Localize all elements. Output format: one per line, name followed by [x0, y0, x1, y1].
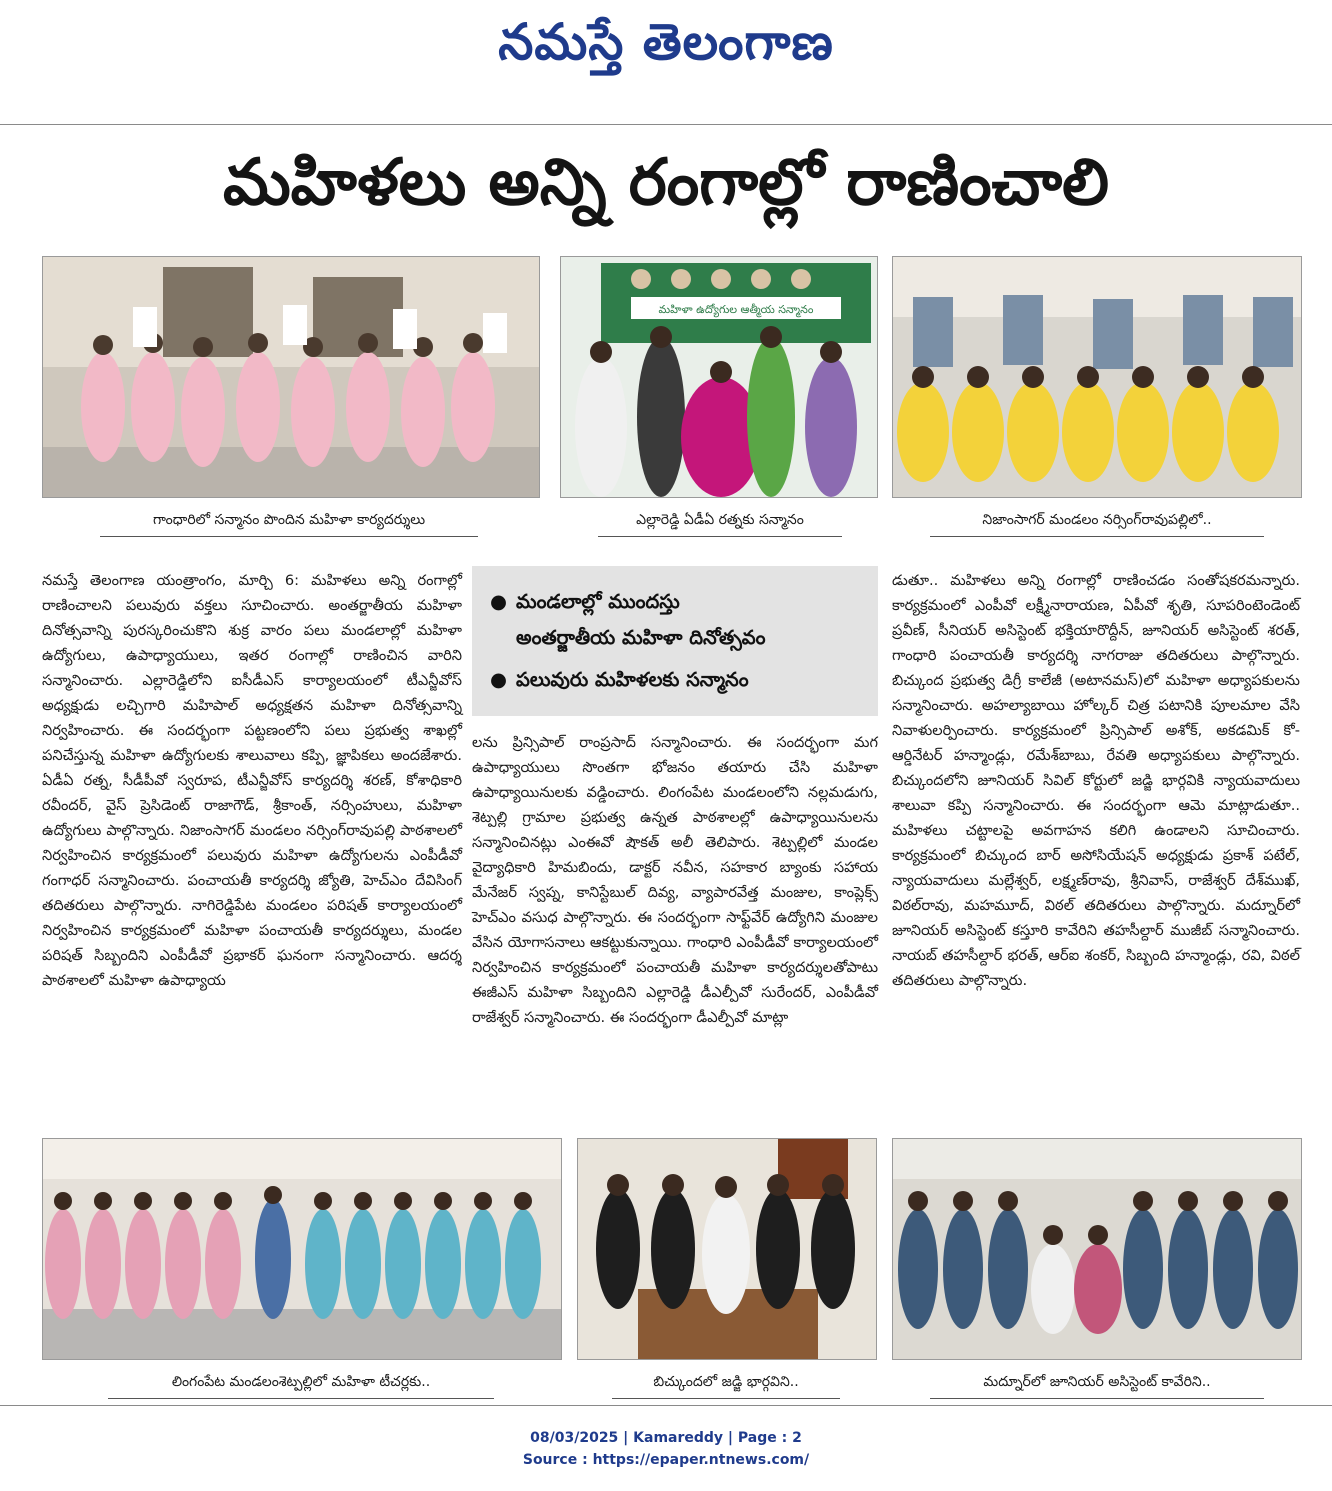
- caption-gandhari: గాంధారిలో సన్మానం పొందిన మహిళా కార్యదర్శులు: [100, 510, 478, 537]
- photo-gandhari: [42, 256, 540, 498]
- bottom-divider: [0, 1405, 1332, 1406]
- highlight-item: అంతర్జాతీయ మహిళా దినోత్సవం: [516, 626, 766, 649]
- article-column-2: లను ప్రిన్సిపాల్ రాంప్రసాద్ సన్మానించారు. ఈ సందర్భంగా మగ ఉపాధ్యాయులు సొంతగా భోజనం తయారు చేసి మహిళా ఉపాధ్యాయినులకు వడ్డించారు. లింగంపేట మండలంలోని నల్లమడుగు, శెట్పల్లి గ్రామాల ప్రభుత్వ ఉన్నత పాఠశాలల్లో ఉపాధ్యాయినులను సన్మానించినట్లు ఎంఈవో షౌకత్ అలీ తెలిపారు. శెట్పల్లిలో మండల వైద్యాధికారి హిమబిందు, డాక్టర్ నవీన, సహకార బ్యాంకు సహాయ మేనేజర్ స్వప్న, కానిస్టేబుల్ దివ్య, వ్యాపారవేత్త మంజుల, కాంప్లెక్స్ హెచ్ఎం వసుధ పాల్గొన్నారు. ఈ సందర్భంగా సాఫ్ట్‌వేర్ ఉద్యోగిని మంజుల వేసిన యోగాసనాలు ఆకట్టుకున్నాయి. గాంధారి ఎంపీడీవో కార్యాలయంలో నిర్వహించిన కార్యక్రమంలో పంచాయతీ మహిళా కార్యదర్శులతోపాటు ఈజీఎస్ మహిళా సిబ్బందిని ఎల్లారెడ్డి డీఎల్పీవో సురేందర్, ఎంపీడీవో రాజేశ్వర్ సన్మానించారు. ఈ సందర్భంగా డీఎల్పీవో మాట్లా: [472, 734, 878, 1026]
- caption-yellareddy: ఎల్లారెడ్డి ఏడీఏ రత్నకు సన్మానం: [598, 510, 842, 537]
- caption-lingampet: లింగంపేట మండలంశెట్పల్లిలో మహిళా టీచర్లకు..: [108, 1372, 494, 1399]
- photo-yellareddy: [560, 256, 878, 498]
- caption-madnoor: మద్నూర్‌లో జూనియర్ అసిస్టెంట్ కావేరిని..: [930, 1372, 1264, 1399]
- masthead-logo: నమస్తే తెలంగాణ: [498, 12, 834, 71]
- banner-text: మహిళా ఉద్యోగుల ఆత్మీయ సన్మానం: [658, 303, 814, 316]
- top-divider: [0, 124, 1332, 125]
- headline: మహిళలు అన్ని రంగాల్లో రాణించాలి: [222, 146, 1110, 220]
- highlight-box: [472, 566, 878, 716]
- footer-date-edition: 08/03/2025 | Kamareddy | Page : 2: [530, 1430, 802, 1446]
- footer-source: Source : https://epaper.ntnews.com/: [522, 1452, 810, 1468]
- photo-nizamsagar: [892, 256, 1302, 498]
- photo-bichkunda: [577, 1138, 877, 1360]
- photo-madnoor: [892, 1138, 1302, 1360]
- article-column-1: నమస్తే తెలంగాణ యంత్రాంగం, మార్చి 6: మహిళలు అన్ని రంగాల్లో రాణించాలని పలువురు వక్తలు సూచించారు. అంతర్జాతీయ మహిళా దినోత్సవాన్ని పురస్కరించుకొని శుక్ర వారం పలు మండలాల్లో మహిళా ఉద్యోగులు, ఉపాధ్యాయులు, ఇతర రంగాల్లో రాణించిన వారిని సన్మానించారు. ఎల్లారెడ్డిలోని ఐసీడీఎస్ కార్యాలయంలో టీఎన్జీవోస్ అధ్యక్షుడు లచ్చిగారి మహిపాల్ అధ్యక్షతన మహిళా దినోత్సవాన్ని నిర్వహించారు. ఈ సందర్భంగా పట్టణంలోని పలు ప్రభుత్వ శాఖల్లో పనిచేస్తున్న మహిళా ఉద్యోగులకు శాలువాలు కప్పి, జ్ఞాపికలు అందజేశారు. ఏడీఏ రత్న, సీడీపీవో స్వరూప, టీఎన్జీవోస్ కార్యదర్శి శరణ్, కోశాధికారి రవీందర్, వైస్ ప్రెసిడెంట్ రాజాగౌడ్, శ్రీకాంత్, నర్సింహులు, మహిళా ఉద్యోగులు పాల్గొన్నారు. నిజాంసాగర్ మండలం నర్సింగ్‌రావుపల్లి పాఠశాలలో నిర్వహించిన కార్యక్రమంలో పలువురు మహిళా ఉద్యోగులను ఎంపీడీవో గంగాధర్ సన్మానించారు. పంచాయతీ కార్యదర్శి జ్యోతి, హెచ్ఎం దేవిసింగ్ తదితరులు పాల్గొన్నారు. నాగిరెడ్డిపేట మండలం పరిషత్ కార్యాలయంలో నిర్వహించిన కార్యక్రమంలో మహిళా పంచాయతీ కార్యదర్శులు, మండల పరిషత్ సిబ్బందిని ఎంపీడీవో ప్రభాకర్ ఘనంగా సన్మానించారు. ఆదర్శ పాఠశాలలో మహిళా ఉపాధ్యాయ: [42, 572, 462, 989]
- photo-lingampet: [42, 1138, 562, 1360]
- highlight-item: ● పలువురు మహిళలకు సన్మానం: [490, 668, 749, 691]
- highlight-item: ● మండలాల్లో ముందస్తు: [490, 590, 680, 613]
- article-column-3: డుతూ.. మహిళలు అన్ని రంగాల్లో రాణించడం సంతోషకరమన్నారు. కార్యక్రమంలో ఎంపీవో లక్ష్మీనారాయణ, ఏపీవో శృతి, సూపరింటెండెంట్ ప్రవీణ్, సీనియర్ అసిస్టెంట్ భక్తియారొద్దీన్, జూనియర్ అసిస్టెంట్ శరత్, గాంధారి పంచాయతీ కార్యదర్శి నాగరాజు తదితరులు పాల్గొన్నారు. బిచ్కుంద ప్రభుత్వ డిగ్రీ కాలేజీ (అటానమస్)లో మహిళా అధ్యాపకులను సన్మానించారు. అహల్యాబాయి హోల్కర్ చిత్ర పటానికి పూలమాల వేసి నివాళులర్పించారు. కార్యక్రమంలో ప్రిన్సిపాల్ అశోక్, అకడమిక్ కో-ఆర్డినేటర్ హన్మాండ్లు, రమేశ్‌బాబు, రేవతి అధ్యాపకులు పాల్గొన్నారు. బిచ్కుందలోని జూనియర్ సివిల్ కోర్టులో జడ్జి భార్గవికి న్యాయవాదులు శాలువా కప్పి సన్మానించారు. ఈ సందర్భంగా ఆమె మాట్లాడుతూ.. మహిళలు చట్టాలపై అవగాహన కలిగి ఉండాలని సూచించారు. కార్యక్రమంలో బిచ్కుంద బార్ అసోసియేషన్ అధ్యక్షుడు ప్రకాశ్ పటేల్, న్యాయవాదులు మల్లేశ్వర్, లక్ష్మణ్‌రావు, శ్రీనివాస్, రాజేశ్వర్ దేశ్‌ముఖ్, విఠల్‌రావు, మహమూద్, విఠల్ తదితరులు పాల్గొన్నారు. మద్నూర్‌లో జూనియర్ అసిస్టెంట్ కస్తూరి కావేరిని తహసీల్దార్ ముజీబ్ సన్మానించారు. నాయబ్ తహసీల్దార్ భరత్, ఆర్ఐ శంకర్, సిబ్బంది హన్మాండ్లు, రవి, విఠల్ తదితరులు పాల్గొన్నారు.: [892, 572, 1300, 989]
- caption-nizamsagar: నిజాంసాగర్ మండలం నర్సింగ్‌రావుపల్లిలో..: [930, 510, 1264, 537]
- caption-bichkunda: బిచ్కుందలో జడ్జి భార్గవిని..: [612, 1372, 840, 1399]
